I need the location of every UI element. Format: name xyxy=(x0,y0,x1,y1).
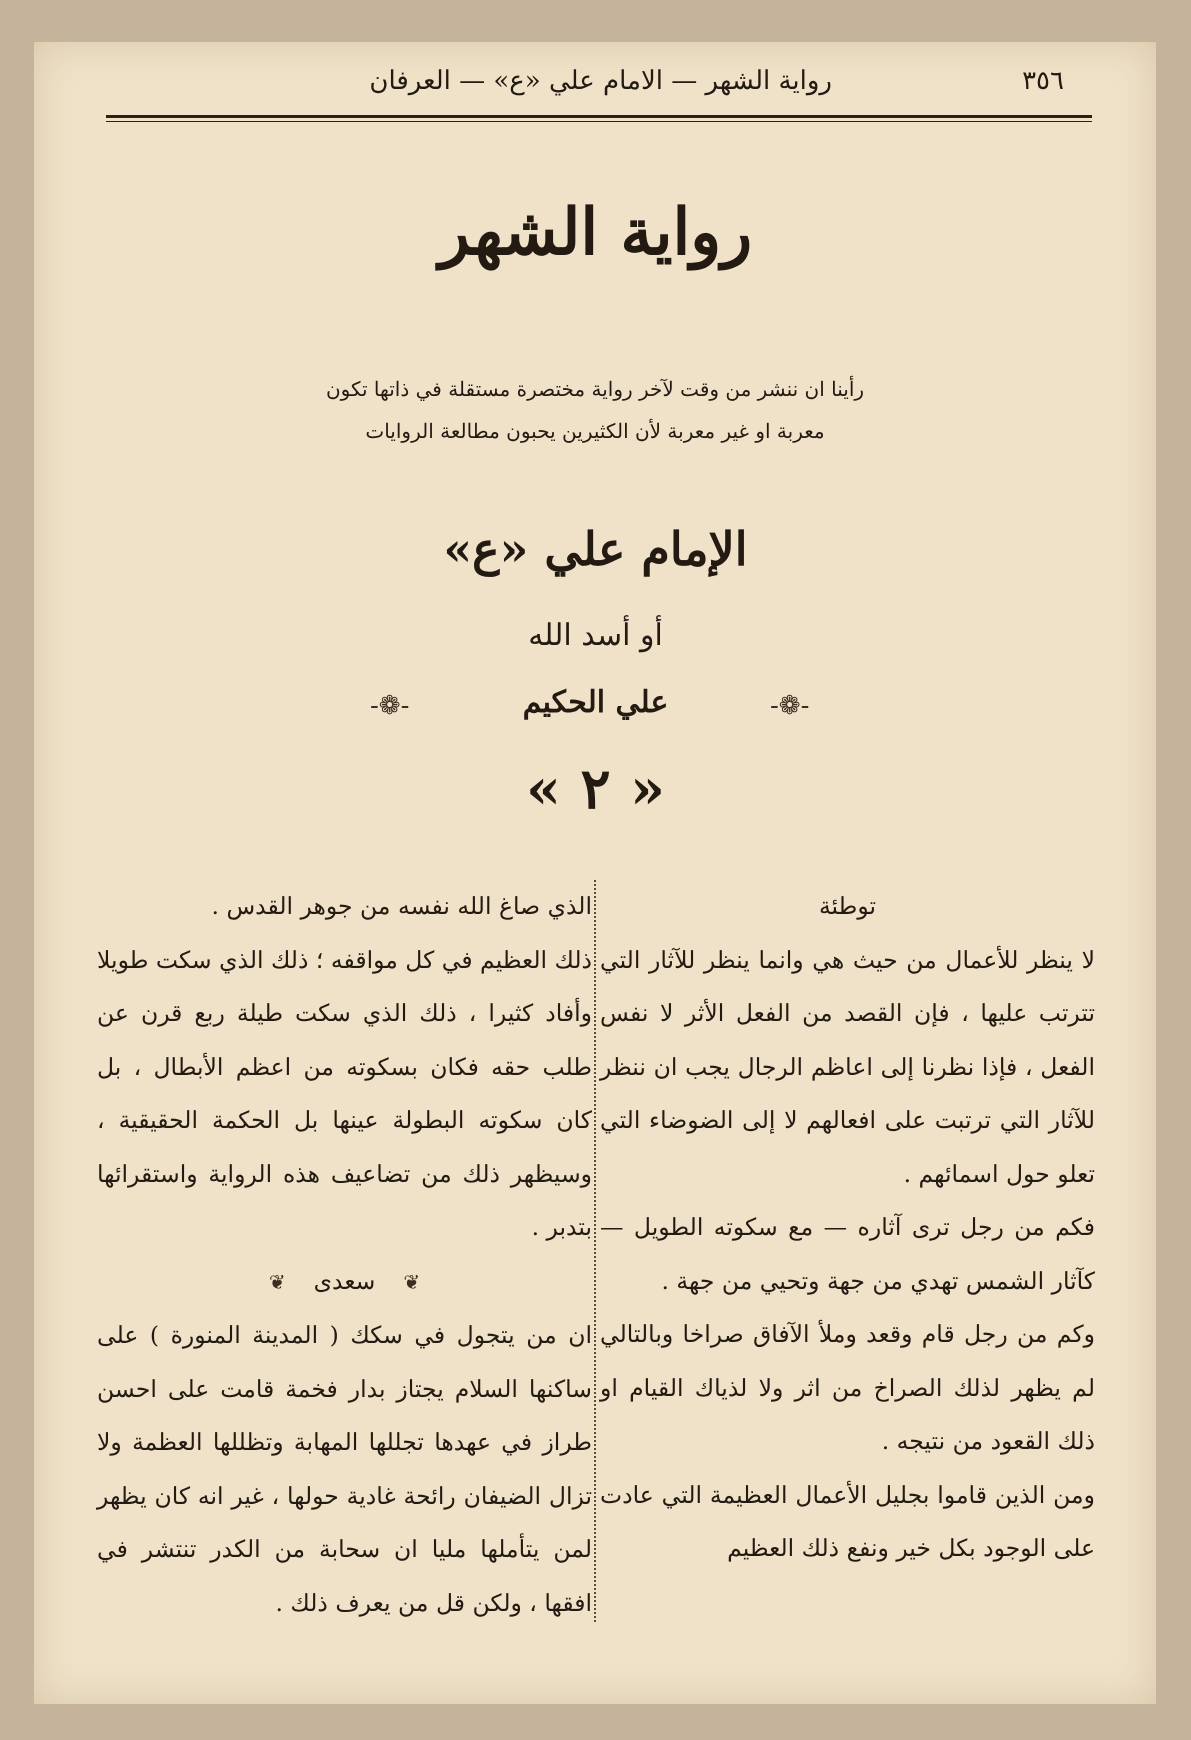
left-paragraph-2: ان من يتجول في سكك ( المدينة المنورة ) على ساكنها السلام يجتاز بدار فخمة قامت على احسن طراز في عهدها تجللها المهابة وتظللها العظمة ولا تزال الضيفان رائحة غادية حولها ، غير انه كان يظهر لمن يتأملها مليا ان سحابة من الكدر تنتشر في افقها ، ولكن قل من يعرف ذلك . xyxy=(97,1321,592,1617)
subheading: سعدى xyxy=(313,1266,376,1295)
intro-line-1: رأينا ان ننشر من وقت لآخر رواية مختصرة مستقلة في ذاتها تكون xyxy=(325,377,865,401)
intro-line-2: معربة او غير معربة لأن الكثيرين يحبون مطالعة الروايات xyxy=(365,419,825,443)
right-paragraph-4: ومن الذين قاموا بجليل الأعمال العظيمة التي عادت على الوجود بكل خير ونفع ذلك العظيم xyxy=(600,1480,1095,1562)
author-name: علي الحكيم xyxy=(522,685,669,720)
subheading-row xyxy=(97,1255,592,1310)
right-column-heading: توطئة xyxy=(818,892,877,920)
right-paragraph-3: وكم من رجل قام وقعد وملأ الآفاق صراخا وبالتالي لم يظهر لذلك الصراخ من اثر ولا لذياك القيام او ذلك القعود من نتيجه . xyxy=(600,1320,1095,1455)
left-lead-line: الذي صاغ الله نفسه من جوهر القدس . xyxy=(211,892,592,920)
left-paragraph-1: ذلك العظيم في كل مواقفه ؛ ذلك الذي سكت طويلا وأفاد كثيرا ، ذلك الذي سكت طيلة ربع قرن عن طلب حقه فكان بسكوته من اعظم الأبطال ، بل كان سكوته البطولة عينها بل الحكمة الحقيقية ، وسيظهر ذلك من تضاعيف هذه الرواية واستقرائها بتدبر . xyxy=(97,945,592,1241)
story-subtitle: أو أسد الله xyxy=(528,618,663,653)
story-title: الإمام علي «ع» xyxy=(443,522,748,576)
part-number: « ٢ » xyxy=(525,756,666,822)
section-title: رواية الشهر xyxy=(438,195,753,270)
right-flourish-icon: -❁- xyxy=(770,691,810,721)
left-flourish-icon: -❁- xyxy=(370,691,410,721)
ornament-icon: ❦ xyxy=(403,1269,421,1294)
column-divider xyxy=(594,880,596,1622)
left-column xyxy=(97,880,592,1630)
author-row xyxy=(0,685,1191,735)
ornament-icon: ❦ xyxy=(268,1269,286,1294)
running-head: رواية الشهر — الامام علي «ع» — العرفان xyxy=(369,66,832,96)
right-paragraph-2: فكم من رجل ترى آثاره — مع سكوته الطويل — كآثار الشمس تهدي من جهة وتحيي من جهة . xyxy=(600,1213,1095,1295)
page-header xyxy=(106,66,1092,106)
right-paragraph-1: لا ينظر للأعمال من حيث هي وانما ينظر للآثار التي تترتب عليها ، فإن القصد من الفعل الأثر لا نفس الفعل ، فإذا نظرنا إلى اعاظم الرجال يجب ان ننظر للآثار التي ترتبت على افعالهم لا إلى الضوضاء التي تعلو حول اسمائهم . xyxy=(600,945,1095,1188)
intro-note xyxy=(250,368,940,452)
header-rule xyxy=(106,115,1092,118)
page-number: ٣٥٦ xyxy=(1022,66,1064,96)
header-rule-thin xyxy=(106,121,1092,122)
right-column xyxy=(600,880,1095,1576)
